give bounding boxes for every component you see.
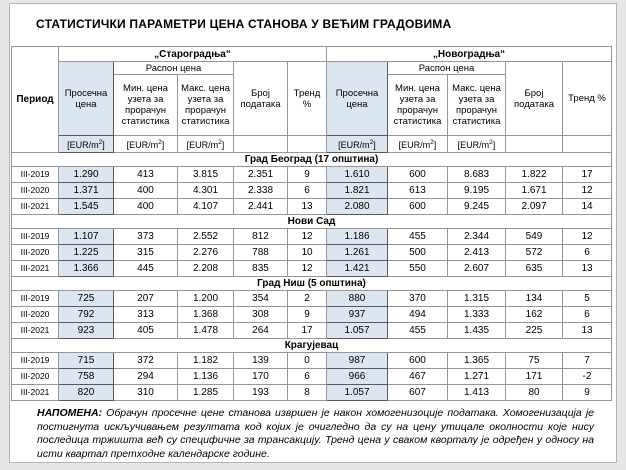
data-row: [12, 369, 612, 385]
period-cell: III-2019: [12, 291, 59, 307]
city-name: Крагујевац: [12, 339, 612, 353]
city-section-row: [12, 215, 612, 229]
old-avg-price-cell: 1.366: [59, 261, 114, 277]
old-data-count-cell: 812: [234, 229, 288, 245]
new-avg-price-cell: 1.421: [327, 261, 388, 277]
old-avg-price-cell: 923: [59, 323, 114, 339]
new-avg-price-cell: 1.821: [327, 183, 388, 199]
new-trend-cell: 5: [563, 291, 612, 307]
old-trend-cell: 8: [288, 385, 327, 401]
data-row: [12, 229, 612, 245]
old-trend-cell: 12: [288, 229, 327, 245]
data-row: [12, 307, 612, 323]
new-count-unit-cell: [506, 136, 563, 153]
new-trend-cell: 12: [563, 229, 612, 245]
new-avg-price-cell: 1.057: [327, 323, 388, 339]
period-cell: III-2021: [12, 323, 59, 339]
new-max-price-cell: 2.344: [448, 229, 506, 245]
old-data-count-cell: 354: [234, 291, 288, 307]
city-name: Град Београд (17 општина): [12, 153, 612, 167]
old-min-price-header: Мин. цена узета за прорачун статистика: [114, 75, 178, 136]
old-max-price-cell: 1.368: [178, 307, 234, 323]
old-max-price-cell: 4.107: [178, 199, 234, 215]
old-data-count-cell: 2.441: [234, 199, 288, 215]
new-max-price-cell: 1.271: [448, 369, 506, 385]
period-cell: III-2020: [12, 307, 59, 323]
new-data-count-cell: 225: [506, 323, 563, 339]
new-data-count-cell: 80: [506, 385, 563, 401]
new-trend-cell: -2: [563, 369, 612, 385]
new-data-count-cell: 2.097: [506, 199, 563, 215]
new-max-price-cell: 1.365: [448, 353, 506, 369]
new-min-price-cell: 455: [388, 323, 448, 339]
new-max-price-cell: 2.413: [448, 245, 506, 261]
new-min-price-header: Мин. цена узета за прорачун статистика: [388, 75, 448, 136]
new-trend-cell: 13: [563, 323, 612, 339]
old-data-count-cell: 308: [234, 307, 288, 323]
new-max-price-cell: 8.683: [448, 167, 506, 183]
new-avg-price-cell: 2.080: [327, 199, 388, 215]
new-max-unit-cell: $[EUR/m^2]$: [448, 136, 506, 153]
data-row: [12, 353, 612, 369]
old-trend-cell: 2: [288, 291, 327, 307]
old-avg-unit-cell: $[EUR/m^2]$: [59, 136, 114, 153]
old-trend-unit-cell: [288, 136, 327, 153]
period-cell: III-2019: [12, 167, 59, 183]
new-min-price-cell: 500: [388, 245, 448, 261]
new-trend-cell: 12: [563, 183, 612, 199]
old-price-range-header: Распон цена: [114, 62, 234, 75]
old-min-price-cell: 400: [114, 183, 178, 199]
new-max-price-cell: 1.315: [448, 291, 506, 307]
old-avg-price-cell: 1.225: [59, 245, 114, 261]
old-data-count-cell: 139: [234, 353, 288, 369]
city-section-row: [12, 153, 612, 167]
new-min-price-cell: 455: [388, 229, 448, 245]
new-price-range-header: Распон цена: [388, 62, 506, 75]
new-data-count-cell: 171: [506, 369, 563, 385]
old-min-price-cell: 294: [114, 369, 178, 385]
old-avg-price-cell: 1.290: [59, 167, 114, 183]
old-max-price-cell: 1.478: [178, 323, 234, 339]
old-trend-cell: 9: [288, 167, 327, 183]
new-trend-cell: 6: [563, 245, 612, 261]
period-column-header: Период: [12, 47, 59, 153]
footnote-text: Обрачун просечне цене станова извршен је након хомогенизоције података. Хомогенизација је постигнута искључивањем резултата код којих је очигледно да су на цену утицале околности које нису последица тржишта већ су специфичне за трансакцију. Тренд цена у сваком кворталу је одређен у односу на исти квартал претходне календарске године.: [37, 407, 594, 460]
old-max-price-cell: 4.301: [178, 183, 234, 199]
new-max-price-cell: 1.435: [448, 323, 506, 339]
old-trend-cell: 17: [288, 323, 327, 339]
old-avg-price-cell: 715: [59, 353, 114, 369]
old-max-price-cell: 3.815: [178, 167, 234, 183]
new-min-price-cell: 370: [388, 291, 448, 307]
group-header-row: [12, 47, 612, 62]
new-data-count-cell: 134: [506, 291, 563, 307]
new-avg-price-cell: 880: [327, 291, 388, 307]
old-min-price-cell: 445: [114, 261, 178, 277]
period-cell: III-2021: [12, 385, 59, 401]
old-min-price-cell: 207: [114, 291, 178, 307]
new-data-count-cell: 1.822: [506, 167, 563, 183]
new-avg-price-cell: 937: [327, 307, 388, 323]
new-avg-price-cell: 1.261: [327, 245, 388, 261]
new-max-price-cell: 2.607: [448, 261, 506, 277]
old-data-count-cell: 835: [234, 261, 288, 277]
city-name: Нови Сад: [12, 215, 612, 229]
new-trend-cell: 6: [563, 307, 612, 323]
new-avg-price-cell: 1.057: [327, 385, 388, 401]
new-data-count-cell: 75: [506, 353, 563, 369]
new-avg-price-cell: 1.186: [327, 229, 388, 245]
old-count-unit-cell: [234, 136, 288, 153]
city-section-row: [12, 339, 612, 353]
old-data-count-cell: 2.338: [234, 183, 288, 199]
page-title: СТАТИСТИЧКИ ПАРАМЕТРИ ЦЕНА СТАНОВА У ВЕЋИМ ГРАДОВИМА: [36, 17, 452, 31]
old-min-price-cell: 400: [114, 199, 178, 215]
document-page: [9, 3, 617, 463]
new-max-price-cell: 9.245: [448, 199, 506, 215]
old-max-price-cell: 1.285: [178, 385, 234, 401]
data-row: [12, 385, 612, 401]
new-construction-group-header: „Новоградња“: [327, 47, 612, 62]
old-max-unit-cell: $[EUR/m^2]$: [178, 136, 234, 153]
units-row: [12, 136, 612, 153]
old-min-price-cell: 315: [114, 245, 178, 261]
new-min-unit-cell: $[EUR/m^2]$: [388, 136, 448, 153]
old-avg-price-cell: 1.107: [59, 229, 114, 245]
new-trend-cell: 9: [563, 385, 612, 401]
old-trend-cell: 6: [288, 183, 327, 199]
data-row: [12, 291, 612, 307]
old-construction-group-header: „Староградња“: [59, 47, 327, 62]
data-row: [12, 261, 612, 277]
new-avg-price-header: Просечна цена: [327, 62, 388, 136]
new-min-price-cell: 613: [388, 183, 448, 199]
old-avg-price-cell: 758: [59, 369, 114, 385]
old-trend-header: Тренд %: [288, 62, 327, 136]
new-min-price-cell: 600: [388, 199, 448, 215]
old-avg-price-cell: 725: [59, 291, 114, 307]
old-trend-cell: 9: [288, 307, 327, 323]
old-max-price-cell: 2.208: [178, 261, 234, 277]
footnote-label: НАПОМЕНА:: [37, 407, 103, 419]
new-max-price-cell: 9.195: [448, 183, 506, 199]
new-avg-price-cell: 1.610: [327, 167, 388, 183]
old-trend-cell: 0: [288, 353, 327, 369]
footnote: [37, 407, 594, 461]
old-data-count-cell: 193: [234, 385, 288, 401]
old-data-count-cell: 264: [234, 323, 288, 339]
new-max-price-cell: 1.333: [448, 307, 506, 323]
table-body: [12, 153, 612, 401]
old-min-price-cell: 405: [114, 323, 178, 339]
new-min-price-cell: 494: [388, 307, 448, 323]
old-trend-cell: 13: [288, 199, 327, 215]
data-row: [12, 199, 612, 215]
old-trend-cell: 6: [288, 369, 327, 385]
statistics-table: [11, 46, 612, 401]
period-cell: III-2021: [12, 261, 59, 277]
old-max-price-cell: 2.552: [178, 229, 234, 245]
city-section-row: [12, 277, 612, 291]
new-avg-price-cell: 987: [327, 353, 388, 369]
old-min-price-cell: 313: [114, 307, 178, 323]
city-name: Град Ниш (5 општина): [12, 277, 612, 291]
new-min-price-cell: 607: [388, 385, 448, 401]
new-max-price-header: Макс. цена узета за прорачун статистика: [448, 75, 506, 136]
new-min-price-cell: 600: [388, 353, 448, 369]
old-max-price-cell: 1.182: [178, 353, 234, 369]
new-trend-cell: 17: [563, 167, 612, 183]
new-data-count-cell: 635: [506, 261, 563, 277]
period-cell: III-2020: [12, 369, 59, 385]
old-avg-price-cell: 792: [59, 307, 114, 323]
old-min-price-cell: 373: [114, 229, 178, 245]
old-avg-price-cell: 820: [59, 385, 114, 401]
old-avg-price-header: Просечна цена: [59, 62, 114, 136]
old-max-price-cell: 1.136: [178, 369, 234, 385]
old-data-count-cell: 2.351: [234, 167, 288, 183]
old-min-price-cell: 413: [114, 167, 178, 183]
new-trend-unit-cell: [563, 136, 612, 153]
new-avg-price-cell: 966: [327, 369, 388, 385]
new-trend-cell: 7: [563, 353, 612, 369]
old-trend-cell: 12: [288, 261, 327, 277]
new-data-count-cell: 162: [506, 307, 563, 323]
old-min-price-cell: 310: [114, 385, 178, 401]
new-max-price-cell: 1.413: [448, 385, 506, 401]
new-data-count-cell: 572: [506, 245, 563, 261]
new-data-count-header: Број података: [506, 62, 563, 136]
new-min-price-cell: 600: [388, 167, 448, 183]
range-header-row: [12, 62, 612, 75]
new-trend-cell: 14: [563, 199, 612, 215]
old-min-price-cell: 372: [114, 353, 178, 369]
old-max-price-cell: 2.276: [178, 245, 234, 261]
new-trend-cell: 13: [563, 261, 612, 277]
old-avg-price-cell: 1.371: [59, 183, 114, 199]
data-row: [12, 245, 612, 261]
old-min-unit-cell: $[EUR/m^2]$: [114, 136, 178, 153]
period-cell: III-2021: [12, 199, 59, 215]
period-cell: III-2019: [12, 229, 59, 245]
new-data-count-cell: 549: [506, 229, 563, 245]
period-cell: III-2019: [12, 353, 59, 369]
data-row: [12, 167, 612, 183]
old-data-count-cell: 170: [234, 369, 288, 385]
old-trend-cell: 10: [288, 245, 327, 261]
new-min-price-cell: 550: [388, 261, 448, 277]
data-row: [12, 183, 612, 199]
new-data-count-cell: 1.671: [506, 183, 563, 199]
new-trend-header: Тренд %: [563, 62, 612, 136]
new-avg-unit-cell: $[EUR/m^2]$: [327, 136, 388, 153]
old-avg-price-cell: 1.545: [59, 199, 114, 215]
data-row: [12, 323, 612, 339]
period-cell: III-2020: [12, 245, 59, 261]
new-min-price-cell: 467: [388, 369, 448, 385]
old-data-count-header: Број података: [234, 62, 288, 136]
old-max-price-header: Макс. цена узета за прорачун статистика: [178, 75, 234, 136]
period-cell: III-2020: [12, 183, 59, 199]
old-data-count-cell: 788: [234, 245, 288, 261]
old-max-price-cell: 1.200: [178, 291, 234, 307]
